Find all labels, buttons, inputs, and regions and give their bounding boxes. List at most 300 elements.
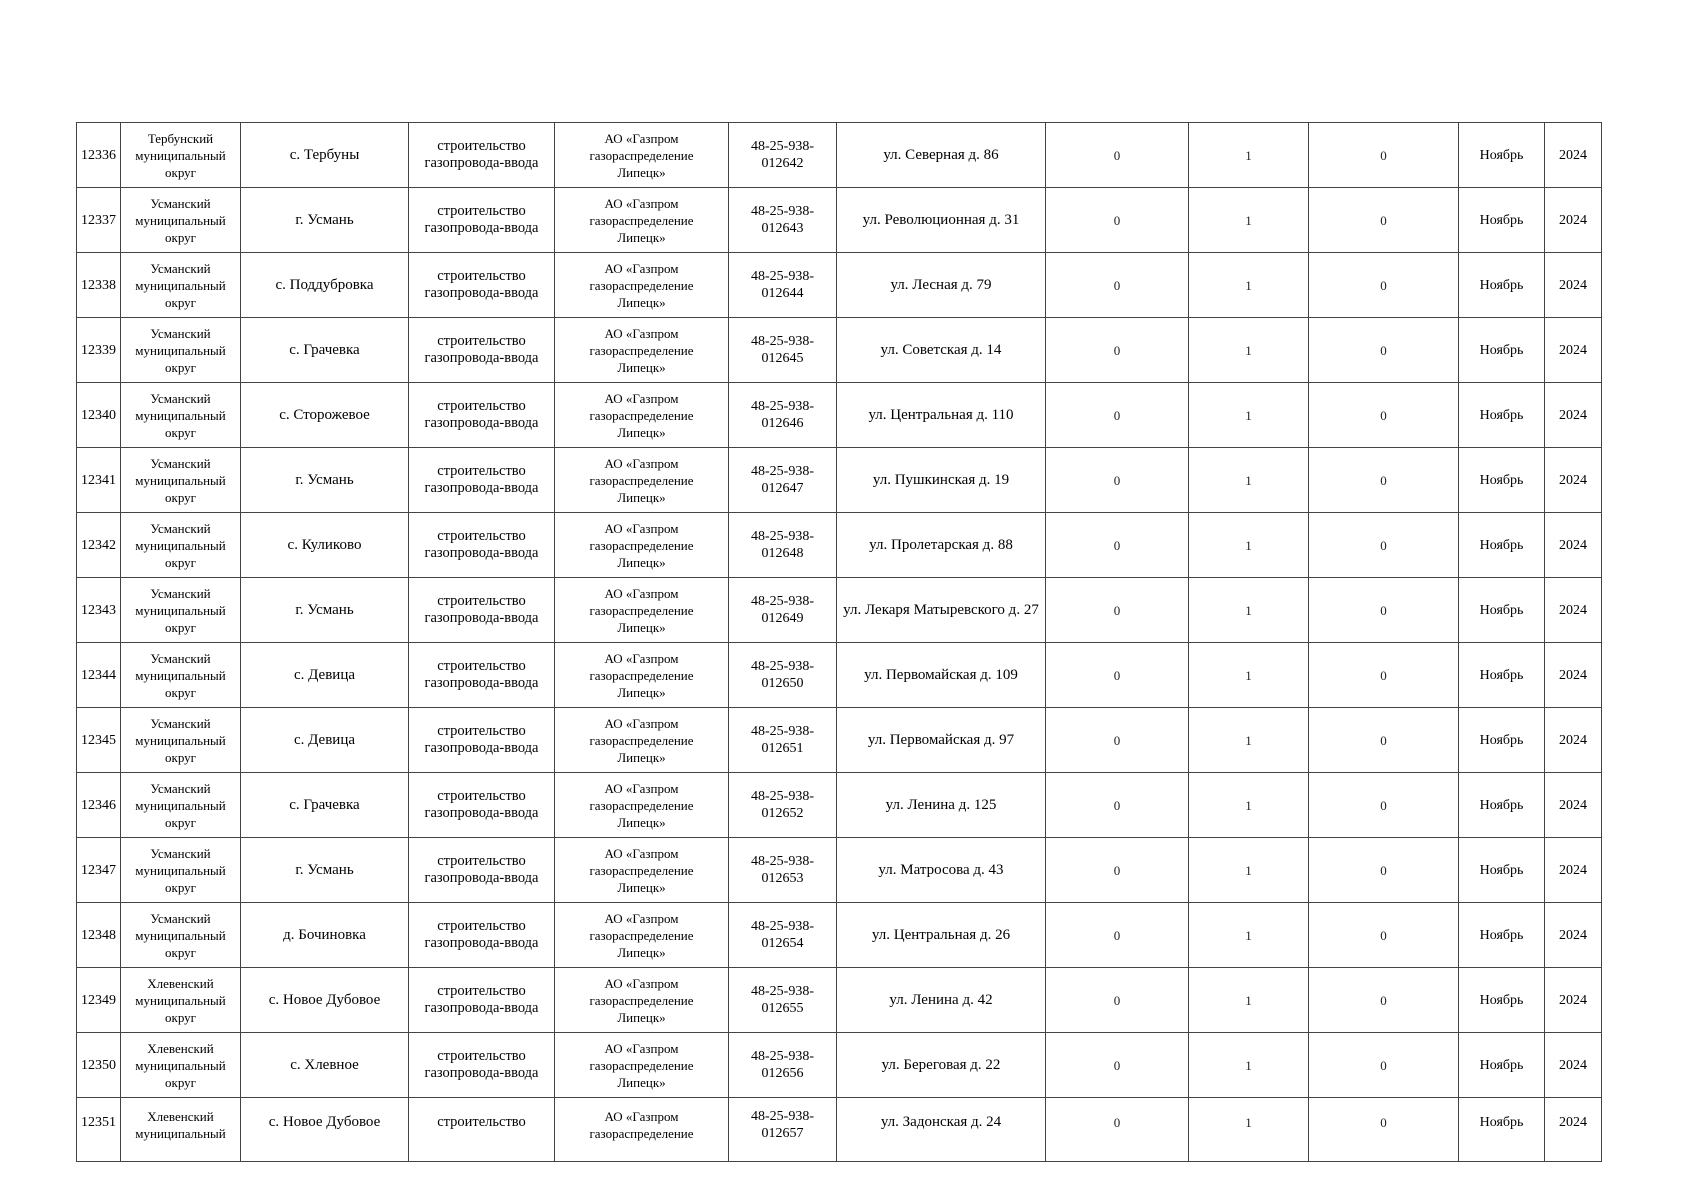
work-type-cell xyxy=(409,253,555,318)
organization-cell-line: газораспределение xyxy=(589,277,694,293)
address-cell: ул. Ленина д. 125 xyxy=(837,773,1046,838)
district-cell-line: округ xyxy=(165,489,196,505)
value-1-cell: 0 xyxy=(1046,513,1189,578)
district-cell-line: округ xyxy=(165,944,196,960)
organization-cell-line: Липецк» xyxy=(617,229,666,245)
table-row xyxy=(77,773,1602,838)
locality-cell: с. Грачевка xyxy=(241,773,409,838)
district-cell-line: муниципальный xyxy=(135,862,226,878)
table-row xyxy=(77,513,1602,578)
district-cell-line: Усманский xyxy=(150,845,211,861)
table-row xyxy=(77,1098,1602,1162)
locality-cell: с. Грачевка xyxy=(241,318,409,383)
object-code-cell-line: 012656 xyxy=(761,1066,804,1081)
organization-cell-line: АО «Газпром xyxy=(604,1109,679,1124)
organization-cell-line: газораспределение xyxy=(589,407,694,423)
work-type-cell-line: строительство xyxy=(437,528,526,544)
value-2-cell: 1 xyxy=(1189,253,1309,318)
work-type-cell-line: строительство xyxy=(437,658,526,674)
value-1-cell: 0 xyxy=(1046,123,1189,188)
organization-cell-line: АО «Газпром xyxy=(604,650,679,666)
year-cell: 2024 xyxy=(1545,188,1602,253)
organization-cell-line: АО «Газпром xyxy=(604,1040,679,1056)
organization-cell-line: Липецк» xyxy=(617,749,666,765)
row-number: 12336 xyxy=(77,123,121,188)
object-code-cell-line: 012653 xyxy=(761,871,804,886)
row-number: 12340 xyxy=(77,383,121,448)
table-row xyxy=(77,188,1602,253)
organization-cell-line: АО «Газпром xyxy=(604,260,679,276)
value-3-cell: 0 xyxy=(1309,838,1459,903)
work-type-cell-line: строительство xyxy=(437,723,526,739)
value-1-cell: 0 xyxy=(1046,1033,1189,1098)
organization-cell-line: Липецк» xyxy=(617,554,666,570)
organization-cell xyxy=(555,838,729,903)
locality-cell: с. Девица xyxy=(241,643,409,708)
object-code-cell-line: 48-25-938- xyxy=(751,334,814,349)
district-cell-line: Усманский xyxy=(150,325,211,341)
row-number: 12337 xyxy=(77,188,121,253)
organization-cell-line: АО «Газпром xyxy=(604,390,679,406)
organization-cell xyxy=(555,578,729,643)
object-code-cell-line: 48-25-938- xyxy=(751,919,814,934)
value-3-cell: 0 xyxy=(1309,578,1459,643)
organization-cell-line: газораспределение xyxy=(589,147,694,163)
organization-cell-line: АО «Газпром xyxy=(604,780,679,796)
district-cell xyxy=(121,643,241,708)
locality-cell: с. Новое Дубовое xyxy=(241,968,409,1033)
year-cell: 2024 xyxy=(1545,708,1602,773)
organization-cell-line: Липецк» xyxy=(617,814,666,830)
object-code-cell-line: 48-25-938- xyxy=(751,594,814,609)
district-cell xyxy=(121,1033,241,1098)
locality-cell: с. Новое Дубовое xyxy=(241,1098,409,1162)
organization-cell-line: газораспределение xyxy=(589,1057,694,1073)
value-3-cell: 0 xyxy=(1309,318,1459,383)
organization-cell-line: газораспределение xyxy=(589,212,694,228)
object-code-cell-line: 012654 xyxy=(761,936,804,951)
work-type-cell-line: газопровода-ввода xyxy=(424,870,539,886)
year-cell: 2024 xyxy=(1545,1033,1602,1098)
district-cell xyxy=(121,383,241,448)
row-number: 12341 xyxy=(77,448,121,513)
locality-cell: г. Усмань xyxy=(241,188,409,253)
value-2-cell: 1 xyxy=(1189,903,1309,968)
row-number: 12343 xyxy=(77,578,121,643)
work-type-cell-line: строительство xyxy=(437,268,526,284)
organization-cell-line: АО «Газпром xyxy=(604,845,679,861)
object-code-cell xyxy=(729,448,837,513)
district-cell-line: муниципальный xyxy=(135,342,226,358)
year-cell: 2024 xyxy=(1545,448,1602,513)
row-number: 12338 xyxy=(77,253,121,318)
value-3-cell: 0 xyxy=(1309,773,1459,838)
district-cell-line: муниципальный xyxy=(135,992,226,1008)
locality-cell: с. Девица xyxy=(241,708,409,773)
object-code-cell-line: 012650 xyxy=(761,676,804,691)
value-2-cell: 1 xyxy=(1189,838,1309,903)
object-code-cell xyxy=(729,838,837,903)
address-cell: ул. Революционная д. 31 xyxy=(837,188,1046,253)
district-cell-line: округ xyxy=(165,424,196,440)
organization-cell xyxy=(555,253,729,318)
district-cell-line: Усманский xyxy=(150,910,211,926)
value-3-cell: 0 xyxy=(1309,903,1459,968)
district-cell-line: Усманский xyxy=(150,780,211,796)
object-code-cell-line: 012655 xyxy=(761,1001,804,1016)
district-cell xyxy=(121,1098,241,1162)
district-cell-line: округ xyxy=(165,294,196,310)
organization-cell xyxy=(555,643,729,708)
address-cell: ул. Береговая д. 22 xyxy=(837,1033,1046,1098)
district-cell-line: Усманский xyxy=(150,650,211,666)
district-cell-line: округ xyxy=(165,554,196,570)
district-cell-line: округ xyxy=(165,164,196,180)
organization-cell-line: Липецк» xyxy=(617,424,666,440)
district-cell-line: муниципальный xyxy=(135,1126,226,1141)
object-code-cell xyxy=(729,773,837,838)
locality-cell: с. Хлевное xyxy=(241,1033,409,1098)
row-number: 12339 xyxy=(77,318,121,383)
month-cell: Ноябрь xyxy=(1459,513,1545,578)
organization-cell-line: АО «Газпром xyxy=(604,520,679,536)
table-row xyxy=(77,253,1602,318)
address-cell: ул. Советская д. 14 xyxy=(837,318,1046,383)
month-cell: Ноябрь xyxy=(1459,968,1545,1033)
address-cell: ул. Центральная д. 26 xyxy=(837,903,1046,968)
organization-cell xyxy=(555,903,729,968)
value-2-cell: 1 xyxy=(1189,318,1309,383)
value-1-cell: 0 xyxy=(1046,253,1189,318)
value-3-cell: 0 xyxy=(1309,448,1459,513)
district-cell-line: Усманский xyxy=(150,715,211,731)
table-row xyxy=(77,1033,1602,1098)
value-2-cell: 1 xyxy=(1189,383,1309,448)
value-2-cell: 1 xyxy=(1189,1033,1309,1098)
district-cell-line: муниципальный xyxy=(135,277,226,293)
district-cell xyxy=(121,253,241,318)
value-3-cell: 0 xyxy=(1309,253,1459,318)
address-cell: ул. Пролетарская д. 88 xyxy=(837,513,1046,578)
table-row xyxy=(77,383,1602,448)
table-row xyxy=(77,643,1602,708)
object-code-cell-line: 012642 xyxy=(761,156,804,171)
district-cell xyxy=(121,708,241,773)
work-type-cell-line: газопровода-ввода xyxy=(424,740,539,756)
month-cell: Ноябрь xyxy=(1459,1033,1545,1098)
table-row xyxy=(77,968,1602,1033)
organization-cell-line: Липецк» xyxy=(617,359,666,375)
year-cell: 2024 xyxy=(1545,123,1602,188)
month-cell: Ноябрь xyxy=(1459,448,1545,513)
organization-cell xyxy=(555,318,729,383)
organization-cell xyxy=(555,383,729,448)
district-cell-line: округ xyxy=(165,749,196,765)
work-type-cell xyxy=(409,318,555,383)
work-type-cell-line: строительство xyxy=(437,138,526,154)
address-cell: ул. Первомайская д. 97 xyxy=(837,708,1046,773)
work-type-cell xyxy=(409,513,555,578)
district-cell-line: Усманский xyxy=(150,260,211,276)
organization-cell-line: АО «Газпром xyxy=(604,910,679,926)
row-number: 12345 xyxy=(77,708,121,773)
organization-cell xyxy=(555,968,729,1033)
work-type-cell-line: газопровода-ввода xyxy=(424,935,539,951)
value-2-cell: 1 xyxy=(1189,643,1309,708)
address-cell: ул. Пушкинская д. 19 xyxy=(837,448,1046,513)
object-code-cell-line: 48-25-938- xyxy=(751,269,814,284)
work-type-cell xyxy=(409,968,555,1033)
work-type-cell-line: газопровода-ввода xyxy=(424,675,539,691)
value-3-cell: 0 xyxy=(1309,1098,1459,1162)
district-cell xyxy=(121,123,241,188)
row-number: 12347 xyxy=(77,838,121,903)
object-code-cell-line: 48-25-938- xyxy=(751,854,814,869)
object-code-cell-line: 012645 xyxy=(761,351,804,366)
organization-cell-line: Липецк» xyxy=(617,489,666,505)
value-2-cell: 1 xyxy=(1189,773,1309,838)
district-cell-line: округ xyxy=(165,684,196,700)
district-cell-line: Усманский xyxy=(150,520,211,536)
table-row xyxy=(77,578,1602,643)
district-cell-line: муниципальный xyxy=(135,147,226,163)
locality-cell: д. Бочиновка xyxy=(241,903,409,968)
district-cell-line: муниципальный xyxy=(135,472,226,488)
work-type-cell-line: строительство xyxy=(437,593,526,609)
locality-cell: с. Куликово xyxy=(241,513,409,578)
organization-cell-line: АО «Газпром xyxy=(604,455,679,471)
gas-connection-table xyxy=(76,122,1602,1162)
district-cell-line: округ xyxy=(165,229,196,245)
object-code-cell-line: 012647 xyxy=(761,481,804,496)
value-2-cell: 1 xyxy=(1189,1098,1309,1162)
object-code-cell-line: 48-25-938- xyxy=(751,724,814,739)
district-cell-line: округ xyxy=(165,359,196,375)
district-cell-line: округ xyxy=(165,1009,196,1025)
year-cell: 2024 xyxy=(1545,383,1602,448)
work-type-cell-line: строительство xyxy=(437,333,526,349)
table-row xyxy=(77,318,1602,383)
work-type-cell-line: газопровода-ввода xyxy=(424,220,539,236)
district-cell-line: муниципальный xyxy=(135,1057,226,1073)
organization-cell-line: газораспределение xyxy=(589,927,694,943)
organization-cell xyxy=(555,1098,729,1162)
value-1-cell: 0 xyxy=(1046,643,1189,708)
district-cell xyxy=(121,968,241,1033)
object-code-cell-line: 48-25-938- xyxy=(751,789,814,804)
month-cell: Ноябрь xyxy=(1459,773,1545,838)
object-code-cell xyxy=(729,643,837,708)
table-row xyxy=(77,123,1602,188)
table-body xyxy=(77,123,1602,1162)
object-code-cell xyxy=(729,968,837,1033)
work-type-cell xyxy=(409,123,555,188)
table-row xyxy=(77,448,1602,513)
year-cell: 2024 xyxy=(1545,773,1602,838)
row-number: 12346 xyxy=(77,773,121,838)
work-type-cell-line: газопровода-ввода xyxy=(424,480,539,496)
value-1-cell: 0 xyxy=(1046,188,1189,253)
value-3-cell: 0 xyxy=(1309,968,1459,1033)
work-type-cell xyxy=(409,708,555,773)
district-cell-line: муниципальный xyxy=(135,537,226,553)
value-2-cell: 1 xyxy=(1189,708,1309,773)
row-number: 12350 xyxy=(77,1033,121,1098)
month-cell: Ноябрь xyxy=(1459,1098,1545,1162)
value-1-cell: 0 xyxy=(1046,773,1189,838)
row-number: 12349 xyxy=(77,968,121,1033)
value-2-cell: 1 xyxy=(1189,123,1309,188)
value-2-cell: 1 xyxy=(1189,578,1309,643)
locality-cell: с. Поддубровка xyxy=(241,253,409,318)
work-type-cell xyxy=(409,383,555,448)
object-code-cell-line: 48-25-938- xyxy=(751,984,814,999)
work-type-cell-line: газопровода-ввода xyxy=(424,415,539,431)
organization-cell-line: АО «Газпром xyxy=(604,325,679,341)
district-cell-line: муниципальный xyxy=(135,407,226,423)
value-3-cell: 0 xyxy=(1309,643,1459,708)
district-cell-line: Хлевенский xyxy=(147,975,214,991)
work-type-cell-line: строительство xyxy=(437,1114,526,1130)
value-2-cell: 1 xyxy=(1189,188,1309,253)
table-row xyxy=(77,708,1602,773)
organization-cell-line: газораспределение xyxy=(589,342,694,358)
organization-cell-line: газораспределение xyxy=(589,1126,694,1141)
work-type-cell-line: строительство xyxy=(437,463,526,479)
value-2-cell: 1 xyxy=(1189,448,1309,513)
year-cell: 2024 xyxy=(1545,903,1602,968)
organization-cell-line: Липецк» xyxy=(617,1074,666,1090)
object-code-cell-line: 012651 xyxy=(761,741,804,756)
work-type-cell xyxy=(409,903,555,968)
object-code-cell-line: 48-25-938- xyxy=(751,139,814,154)
object-code-cell-line: 48-25-938- xyxy=(751,204,814,219)
object-code-cell-line: 012646 xyxy=(761,416,804,431)
value-3-cell: 0 xyxy=(1309,1033,1459,1098)
value-3-cell: 0 xyxy=(1309,123,1459,188)
object-code-cell xyxy=(729,708,837,773)
organization-cell-line: Липецк» xyxy=(617,164,666,180)
year-cell: 2024 xyxy=(1545,253,1602,318)
organization-cell-line: Липецк» xyxy=(617,1009,666,1025)
work-type-cell-line: строительство xyxy=(437,918,526,934)
district-cell xyxy=(121,318,241,383)
work-type-cell xyxy=(409,643,555,708)
work-type-cell-line: строительство xyxy=(437,1048,526,1064)
value-1-cell: 0 xyxy=(1046,448,1189,513)
value-2-cell: 1 xyxy=(1189,513,1309,578)
value-3-cell: 0 xyxy=(1309,383,1459,448)
value-3-cell: 0 xyxy=(1309,188,1459,253)
row-number: 12344 xyxy=(77,643,121,708)
district-cell-line: округ xyxy=(165,1074,196,1090)
object-code-cell-line: 48-25-938- xyxy=(751,659,814,674)
object-code-cell xyxy=(729,1033,837,1098)
value-3-cell: 0 xyxy=(1309,708,1459,773)
value-3-cell: 0 xyxy=(1309,513,1459,578)
district-cell-line: муниципальный xyxy=(135,927,226,943)
organization-cell xyxy=(555,448,729,513)
address-cell: ул. Задонская д. 24 xyxy=(837,1098,1046,1162)
value-1-cell: 0 xyxy=(1046,383,1189,448)
district-cell-line: Усманский xyxy=(150,390,211,406)
organization-cell xyxy=(555,1033,729,1098)
month-cell: Ноябрь xyxy=(1459,903,1545,968)
district-cell-line: Усманский xyxy=(150,195,211,211)
work-type-cell-line: газопровода-ввода xyxy=(424,1000,539,1016)
address-cell: ул. Лекаря Матыревского д. 27 xyxy=(837,578,1046,643)
district-cell xyxy=(121,773,241,838)
locality-cell: с. Тербуны xyxy=(241,123,409,188)
district-cell-line: Усманский xyxy=(150,455,211,471)
district-cell-line: муниципальный xyxy=(135,797,226,813)
district-cell-line: Тербунский xyxy=(147,130,214,146)
district-cell-line: округ xyxy=(165,619,196,635)
organization-cell-line: газораспределение xyxy=(589,537,694,553)
locality-cell: г. Усмань xyxy=(241,578,409,643)
object-code-cell-line: 48-25-938- xyxy=(751,464,814,479)
organization-cell-line: газораспределение xyxy=(589,667,694,683)
row-number: 12351 xyxy=(77,1098,121,1162)
month-cell: Ноябрь xyxy=(1459,318,1545,383)
year-cell: 2024 xyxy=(1545,578,1602,643)
object-code-cell-line: 48-25-938- xyxy=(751,399,814,414)
district-cell-line: муниципальный xyxy=(135,212,226,228)
table-row xyxy=(77,838,1602,903)
object-code-cell-line: 012648 xyxy=(761,546,804,561)
district-cell-line: Усманский xyxy=(150,585,211,601)
work-type-cell-line: газопровода-ввода xyxy=(424,805,539,821)
address-cell: ул. Ленина д. 42 xyxy=(837,968,1046,1033)
work-type-cell-line: газопровода-ввода xyxy=(424,350,539,366)
month-cell: Ноябрь xyxy=(1459,708,1545,773)
organization-cell-line: АО «Газпром xyxy=(604,975,679,991)
work-type-cell-line: газопровода-ввода xyxy=(424,1065,539,1081)
organization-cell-line: газораспределение xyxy=(589,992,694,1008)
organization-cell xyxy=(555,188,729,253)
value-1-cell: 0 xyxy=(1046,318,1189,383)
district-cell-line: округ xyxy=(165,879,196,895)
value-1-cell: 0 xyxy=(1046,1098,1189,1162)
district-cell xyxy=(121,448,241,513)
work-type-cell xyxy=(409,448,555,513)
district-cell xyxy=(121,188,241,253)
work-type-cell xyxy=(409,578,555,643)
object-code-cell xyxy=(729,1098,837,1162)
object-code-cell-line: 012657 xyxy=(761,1126,804,1141)
value-1-cell: 0 xyxy=(1046,968,1189,1033)
year-cell: 2024 xyxy=(1545,643,1602,708)
object-code-cell xyxy=(729,903,837,968)
address-cell: ул. Лесная д. 79 xyxy=(837,253,1046,318)
address-cell: ул. Матросова д. 43 xyxy=(837,838,1046,903)
district-cell-line: Хлевенский xyxy=(147,1109,214,1124)
locality-cell: г. Усмань xyxy=(241,448,409,513)
month-cell: Ноябрь xyxy=(1459,578,1545,643)
work-type-cell-line: строительство xyxy=(437,788,526,804)
locality-cell: г. Усмань xyxy=(241,838,409,903)
month-cell: Ноябрь xyxy=(1459,253,1545,318)
organization-cell-line: АО «Газпром xyxy=(604,195,679,211)
district-cell-line: Хлевенский xyxy=(147,1040,214,1056)
district-cell xyxy=(121,838,241,903)
locality-cell: с. Сторожевое xyxy=(241,383,409,448)
organization-cell xyxy=(555,708,729,773)
month-cell: Ноябрь xyxy=(1459,188,1545,253)
month-cell: Ноябрь xyxy=(1459,123,1545,188)
organization-cell-line: АО «Газпром xyxy=(604,130,679,146)
work-type-cell xyxy=(409,188,555,253)
